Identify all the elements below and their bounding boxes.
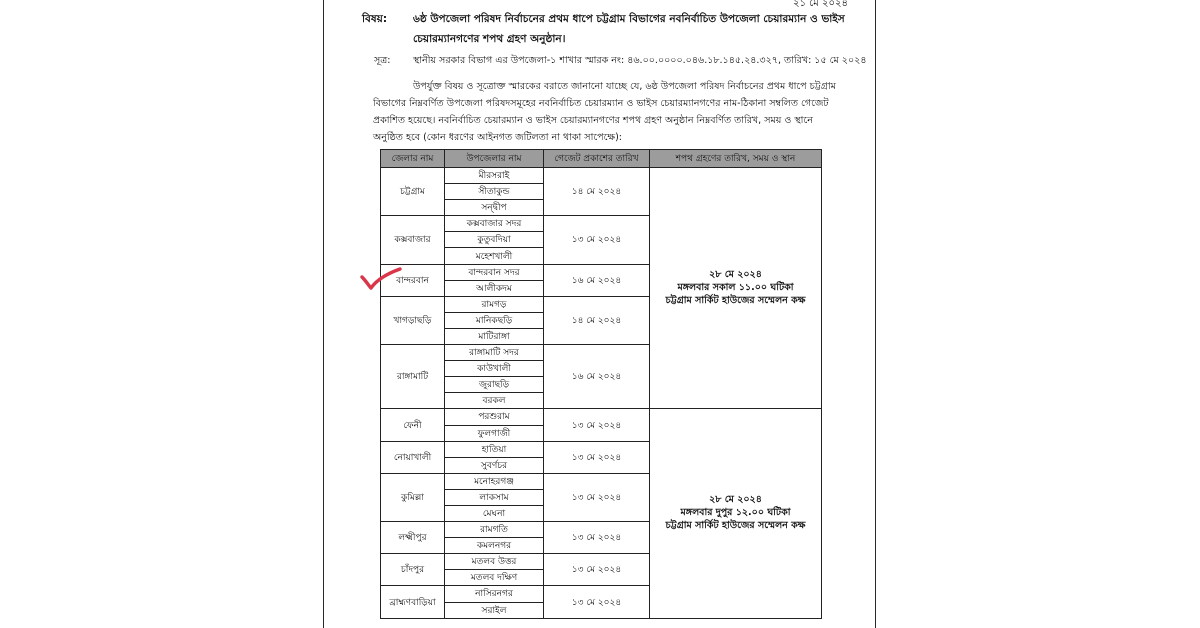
upazila-cell: বান্দরবান সদর [445, 264, 544, 280]
subject-line-1: ৬ষ্ঠ উপজেলা পরিষদ নির্বাচনের প্রথম ধাপে চট্টগ্রাম বিভাগের নবনির্বাচিত উপজেলা চেয়ারম্যান ও ভাইস [413, 13, 845, 25]
header-upazila: উপজেলার নাম [445, 150, 544, 168]
upazila-cell: ফুলগাজী [445, 425, 544, 441]
paragraph-line: প্রকাশিত হয়েছে। নবনির্বাচিত চেয়ারম্যান ও ভাইস চেয়ারম্যানগণের শপথ গ্রহণ অনুষ্ঠান নিম্নবর্ণিত তারিখ, সময় ও স্থানে [373, 115, 813, 126]
oath-schedule-table [380, 149, 822, 619]
venue-line: ২৮ মে ২০২৪ [709, 494, 762, 506]
gazette-date-cell: ১৩ মে ২০২৪ [544, 554, 650, 586]
upazila-cell: কক্সবাজার সদর [445, 216, 544, 232]
upazila-cell: লাকসাম [445, 489, 544, 505]
upazila-cell: কাউখালী [445, 361, 544, 377]
upazila-cell: সীতাকুন্ড [445, 184, 544, 200]
gazette-date-cell: ১৪ মে ২০২৪ [544, 296, 650, 344]
upazila-cell: রামগড় [445, 296, 544, 312]
table-body [381, 168, 822, 619]
upazila-cell: মানিকছড়ি [445, 312, 544, 328]
gazette-date-cell: ১৩ মে ২০২৪ [544, 409, 650, 441]
district-cell: বান্দরবান [381, 264, 445, 296]
upazila-cell: নাসিরনগর [445, 586, 544, 602]
upazila-cell: মেঘনা [445, 505, 544, 521]
upazila-cell: পরশুরাম [445, 409, 544, 425]
table-row [381, 168, 822, 184]
upazila-cell: রাঙ্গামাটি সদর [445, 345, 544, 361]
gazette-date-cell: ১৩ মে ২০২৪ [544, 522, 650, 554]
paragraph-line: উপর্যুক্ত বিষয় ও সূত্রোক্ত স্মারকের বরাতে জানানো যাচ্ছে যে, ৬ষ্ঠ উপজেলা পরিষদ নির্বাচনের প্রথম ধাপে চট্টগ্রাম [413, 81, 836, 92]
upazila-cell: আলীকদম [445, 280, 544, 296]
reference-text: স্থানীয় সরকার বিভাগ এর উপজেলা-১ শাখার স্মারক নং: ৪৬.০০.০০০০.০৪৬.১৮.১৪৫.২৪.৩২৭, তারিখ: ১৫ মে ২০২৪ [413, 55, 867, 66]
upazila-cell: মতলব দক্ষিণ [445, 570, 544, 586]
district-cell: চট্টগ্রাম [381, 168, 445, 216]
upazila-cell: মহেশখালী [445, 248, 544, 264]
upazila-cell: সুবর্ণচর [445, 457, 544, 473]
reference-label: সূত্র: [374, 55, 391, 66]
paragraph-line: অনুষ্ঠিত হবে (কোন ধরণের আইনগত জটিলতা না থাকা সাপেক্ষে): [373, 132, 623, 143]
upazila-cell: সরাইল [445, 602, 544, 618]
district-cell: নোয়াখালী [381, 441, 445, 473]
upazila-cell: মাটিরাঙ্গা [445, 328, 544, 344]
venue-line: ২৮ মে ২০২৪ [709, 268, 762, 280]
gazette-date-cell: ১৩ মে ২০২৪ [544, 441, 650, 473]
district-cell: কক্সবাজার [381, 216, 445, 264]
oath-schedule-cell [650, 168, 822, 409]
upazila-cell: রামগতি [445, 522, 544, 538]
upazila-cell: মনোহরগঞ্জ [445, 473, 544, 489]
gazette-date-cell: ১৬ মে ২০২৪ [544, 264, 650, 296]
venue-line: চট্টগ্রাম সার্কিট হাউজের সম্মেলন কক্ষ [665, 294, 806, 306]
upazila-cell: কমলনগর [445, 538, 544, 554]
venue-line: মঙ্গলবার দুপুর ১২.০০ ঘটিকা [680, 507, 791, 519]
subject-line-2: চেয়ারম্যানগণের শপথ গ্রহণ অনুষ্ঠান। [413, 33, 566, 45]
header-district: জেলার নাম [381, 150, 445, 168]
gazette-date-cell: ১৬ মে ২০২৪ [544, 345, 650, 409]
subject-label: বিষয়: [362, 13, 388, 25]
district-cell: কুমিল্লা [381, 473, 445, 521]
upazila-cell: সন্দ্বীপ [445, 200, 544, 216]
district-cell: চাঁদপুর [381, 554, 445, 586]
venue-line: চট্টগ্রাম সার্কিট হাউজের সম্মেলন কক্ষ [665, 520, 806, 532]
memo-date: ২১ মে ২০২৪ [793, 0, 848, 9]
paragraph-line: বিভাগের নিম্নবর্ণিত উপজেলা পরিষদসমূহের নবনির্বাচিত চেয়ারম্যান ও ভাইস চেয়ারম্যানগণের নাম-ঠিকানা সম্বলিত গেজেট [373, 98, 829, 109]
header-gazette-date: গেজেট প্রকাশের তারিখ [544, 150, 650, 168]
red-check-mark-icon [358, 265, 404, 293]
upazila-cell: কুতুবদিয়া [445, 232, 544, 248]
venue-line: মঙ্গলবার সকাল ১১.০০ ঘটিকা [677, 281, 794, 293]
upazila-cell: হাতিয়া [445, 441, 544, 457]
gazette-date-cell: ১৩ মে ২০২৪ [544, 216, 650, 264]
gazette-date-cell: ১৩ মে ২০২৪ [544, 473, 650, 521]
table-header-row [381, 150, 822, 168]
district-cell: লক্ষ্মীপুর [381, 522, 445, 554]
upazila-cell: জুরাছড়ি [445, 377, 544, 393]
district-cell: ফেনী [381, 409, 445, 441]
district-cell: রাঙ্গামাটি [381, 345, 445, 409]
upazila-cell: মতলব উত্তর [445, 554, 544, 570]
table-row [381, 409, 822, 425]
left-page-edge [323, 0, 324, 628]
gazette-date-cell: ১৪ মে ২০২৪ [544, 168, 650, 216]
upazila-cell: মীরসরাই [445, 168, 544, 184]
gazette-date-cell: ১৩ মে ২০২৪ [544, 586, 650, 619]
right-page-edge [875, 0, 876, 628]
upazila-cell: বরকল [445, 393, 544, 409]
header-oath-schedule: শপথ গ্রহণের তারিখ, সময় ও স্থান [650, 150, 822, 168]
oath-schedule-cell [650, 409, 822, 619]
district-cell: খাগড়াছড়ি [381, 296, 445, 344]
district-cell: ব্রাহ্মণবাড়িয়া [381, 586, 445, 619]
